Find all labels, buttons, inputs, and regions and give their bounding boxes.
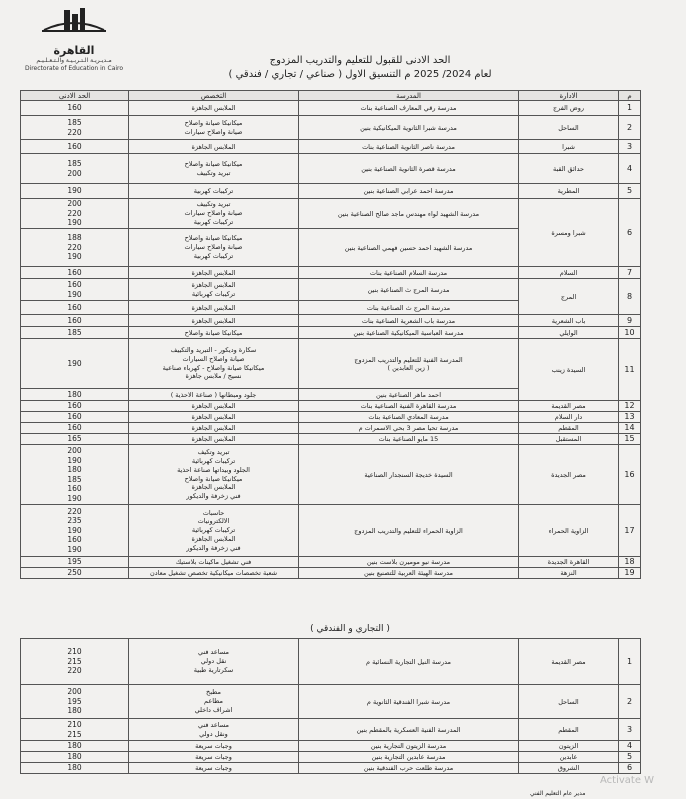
admin-cell: مصر القديمة [519,639,619,685]
score-cell: 180 [21,752,129,763]
school-cell: مدرسة عابدين التجارية بنين [299,752,519,763]
specialty-cell: الملابس الجاهزة [129,301,299,315]
row-number: 1 [619,101,641,116]
row-number: 5 [619,184,641,199]
admin-cell: عابدين [519,752,619,763]
directorate-logo [14,6,134,70]
school-cell: مدرسة النيل التجارية النسائية م [299,639,519,685]
score-cell: 220 235 190 160 190 [21,505,129,557]
admin-cell: المرج [519,279,619,315]
score-cell: 160 190 [21,279,129,301]
score-cell: 165 [21,434,129,445]
specialty-cell: مساعد فني ونقل دولي [129,719,299,741]
admin-cell: المقطم [519,719,619,741]
table-row [21,412,641,423]
table-row [21,423,641,434]
specialty-cell: الملابس الجاهزة [129,140,299,154]
school-cell: مدرسة طلعت حرب الفندقية بنين [299,763,519,774]
org-name-en: Directorate of Education in Cairo [24,65,124,72]
specialty-cell: تركيبات كهربية [129,184,299,199]
specialty-cell: الملابس الجاهزة [129,101,299,116]
col-header-specialty: التخصص [129,91,299,101]
specialty-cell: ميكانيكا صيانة واصلاح [129,327,299,339]
admin-cell: مصر الجديدة [519,445,619,505]
table-row [21,199,641,229]
score-cell: 180 [21,763,129,774]
specialty-cell: ميكانيكا صيانة واصلاح تبريد وتكييف [129,154,299,184]
row-number: 15 [619,434,641,445]
table-row [21,101,641,116]
section-title-commercial-hotel: ( التجاري و الفندقي ) [310,624,390,634]
school-cell: مدرسة المرج ث الصناعية بنين [299,279,519,301]
table-row [21,267,641,279]
school-cell: المدرسة الفنية العسكرية بالمقطم بنين [299,719,519,741]
school-cell: مدرسة احمد عرابي الصناعية بنين [299,184,519,199]
specialty-cell: الملابس الجاهزة [129,423,299,434]
row-number: 10 [619,327,641,339]
footer-signature: مدير عام التعليم الفني [530,790,586,797]
table-row [21,557,641,568]
admin-cell: شبرا ومسرة [519,199,619,267]
table-row [21,339,641,389]
table-row [21,154,641,184]
school-cell: مدرسة القاهرة الفنية الصناعية بنات [299,401,519,412]
table-row [21,445,641,505]
specialty-cell: سكارة وديكور - التبريد والتكييف صيانة واصلاح السيارات ميكانيكا صيانة واصلاح - كهرباء صناعية نسيج / ملابس جاهزة [129,339,299,389]
score-cell: 160 [21,301,129,315]
row-number: 19 [619,568,641,579]
specialty-cell: الملابس الجاهزة [129,412,299,423]
specialty-cell: وجبات سريعة [129,763,299,774]
table-row [21,279,641,301]
col-header-school: المدرسة [299,91,519,101]
document-subtitle: ( صناعي / تجاري / فندقي ) لعام 2024/ 2025 م التنسيق الاول [228,69,492,80]
school-cell: مدرسة شبرا الثانوية الميكانيكية بنين [299,116,519,140]
admin-cell: الوايلي [519,327,619,339]
row-number: 5 [619,752,641,763]
technical-admission-table [20,90,641,579]
org-name: مـديـريـة الـتـربـيـة والـتـعـلـيـم [36,57,112,64]
row-number: 1 [619,639,641,685]
school-cell: مدرسة باب الشعرية الصناعية بنات [299,315,519,327]
table-row [21,719,641,741]
row-number: 9 [619,315,641,327]
table-row [21,434,641,445]
score-cell: 160 [21,140,129,154]
score-cell: 190 [21,184,129,199]
school-cell: مدرسة الشهيد لواء مهندس ماجد صالح الصناعية بنين [299,199,519,229]
col-header-min-score: الحد الادنى [21,91,129,101]
logo-text: القاهرة [53,44,95,57]
admin-cell: باب الشعرية [519,315,619,327]
table-row [21,327,641,339]
school-cell: مدرسة الهيئة العربية للتصنيع بنين [299,568,519,579]
school-cell: مدرسة الزيتون التجارية بنين [299,741,519,752]
row-number: 12 [619,401,641,412]
row-number: 6 [619,199,641,267]
admin-cell: الساحل [519,685,619,719]
score-cell: 180 [21,389,129,401]
admin-cell: المطرية [519,184,619,199]
score-cell: 195 [21,557,129,568]
score-cell: 250 [21,568,129,579]
school-cell: مدرسة المعادي الصناعية بنات [299,412,519,423]
specialty-cell: ميكانيكا صيانة واصلاح صيانة واصلاح سيارات تركيبات كهربية [129,229,299,267]
admin-cell: مصر القديمة [519,401,619,412]
activation-watermark: Activate W [600,775,655,786]
table-row [21,184,641,199]
specialty-cell: وجبات سريعة [129,741,299,752]
score-cell: 200 195 180 [21,685,129,719]
row-number: 17 [619,505,641,557]
col-header-number: م [619,91,641,101]
specialty-cell: شعبة تخصصات ميكانيكية تخصص تشغيل معادن [129,568,299,579]
school-cell: السيدة خديجة السنجدار الصناعية [299,445,519,505]
specialty-cell: الملابس الجاهزة [129,267,299,279]
score-cell: 160 [21,101,129,116]
table-row [21,741,641,752]
score-cell: 160 [21,315,129,327]
school-cell: مدرسة الشهيد احمد حسين فهمي الصناعية بنين [299,229,519,267]
building-logo-icon [24,6,124,44]
row-number: 14 [619,423,641,434]
school-cell: احمد ماهر الصناعية بنين [299,389,519,401]
specialty-cell: فني تشغيل ماكينات بلاستيك [129,557,299,568]
col-header-admin: الادارة [519,91,619,101]
specialty-cell: تبريد وتكييف صيانة واصلاح سيارات تركيبات كهربية [129,199,299,229]
row-number: 4 [619,741,641,752]
document-header [150,54,570,82]
score-cell: 160 [21,423,129,434]
table-row [21,116,641,140]
school-cell: المدرسة الفنية للتعليم والتدريب المزدوج ( زين العابدين ) [299,339,519,389]
specialty-cell: الملابس الجاهزة تركيبات كهربائية [129,279,299,301]
score-cell: 160 [21,412,129,423]
row-number: 11 [619,339,641,401]
score-cell: 188 220 190 [21,229,129,267]
row-number: 7 [619,267,641,279]
table-row [21,315,641,327]
specialty-cell: مطبخ مطاعم اشراف داخلي [129,685,299,719]
school-cell: مدرسة نيو موميرن بلاست بنين [299,557,519,568]
score-cell: 160 [21,267,129,279]
admin-cell: السيدة زينب [519,339,619,401]
score-cell: 185 200 [21,154,129,184]
table-row [21,752,641,763]
table-row [21,639,641,685]
row-number: 13 [619,412,641,423]
specialty-cell: وجبات سريعة [129,752,299,763]
admin-cell: شبرا [519,140,619,154]
table-row [21,568,641,579]
row-number: 18 [619,557,641,568]
specialty-cell: تبريد وتكيف تركيبات كهربائية الجلود وبيداتها صناعة احذية ميكانيكا صيانة واصلاح الملابس الجاهزة فني زخرفة والديكور [129,445,299,505]
school-cell: مدرسة ناصر الثانوية الصناعية بنات [299,140,519,154]
row-number: 6 [619,763,641,774]
table-row [21,763,641,774]
score-cell: 185 220 [21,116,129,140]
score-cell: 190 [21,339,129,389]
row-number: 8 [619,279,641,315]
score-cell: 180 [21,741,129,752]
school-cell: مدرسة العباسية الميكانيكية الصناعية بنين [299,327,519,339]
score-cell: 200 190 180 185 160 190 [21,445,129,505]
score-cell: 210 215 220 [21,639,129,685]
school-cell: مدرسة رقي المعارف الصناعية بنات [299,101,519,116]
specialty-cell: الملابس الجاهزة [129,315,299,327]
commercial-hotel-table [20,638,641,774]
document-title: الحد الادنى للقبول للتعليم والتدريب المزدوج [269,55,451,66]
school-cell: مدرسة قصرة الثانوية الصناعية بنين [299,154,519,184]
admin-cell: الزاوية الحمراء [519,505,619,557]
school-cell: 15 مايو الصناعية بنات [299,434,519,445]
admin-cell: الشروق [519,763,619,774]
admin-cell: السلام [519,267,619,279]
table-row [21,140,641,154]
table-row [21,505,641,557]
admin-cell: حدائق القبة [519,154,619,184]
table-row [21,401,641,412]
admin-cell: الزيتون [519,741,619,752]
admin-cell: دار السلام [519,412,619,423]
admin-cell: المستقبل [519,434,619,445]
score-cell: 200 220 190 [21,199,129,229]
school-cell: مدرسة المرج ث الصناعية بنات [299,301,519,315]
table-row [21,685,641,719]
row-number: 2 [619,685,641,719]
specialty-cell: الملابس الجاهزة [129,434,299,445]
row-number: 2 [619,116,641,140]
admin-cell: النزهة [519,568,619,579]
row-number: 4 [619,154,641,184]
score-cell: 210 215 [21,719,129,741]
specialty-cell: حاسبات الالكترونيات تركيبات كهربائية الملابس الجاهزة فني زخرفة والديكور [129,505,299,557]
school-cell: مدرسة تحيا مصر 3 بحي الاسمرات م [299,423,519,434]
row-number: 3 [619,719,641,741]
specialty-cell: مساعد فني نقل دولي سكرتارية طبية [129,639,299,685]
specialty-cell: الملابس الجاهزة [129,401,299,412]
admin-cell: الساحل [519,116,619,140]
admin-cell: القاهرة الجديدة [519,557,619,568]
specialty-cell: ميكانيكا صيانة واصلاح صيانة واصلاح سيارات [129,116,299,140]
score-cell: 185 [21,327,129,339]
admin-cell: روض الفرج [519,101,619,116]
school-cell: مدرسة السلام الصناعية بنات [299,267,519,279]
score-cell: 160 [21,401,129,412]
admin-cell: المقطم [519,423,619,434]
row-number: 3 [619,140,641,154]
row-number: 16 [619,445,641,505]
specialty-cell: جلود ومبطانها ( صناعة الاحذية ) [129,389,299,401]
table-header-row [21,91,641,101]
school-cell: مدرسة شبرا الفندقية الثانوية م [299,685,519,719]
school-cell: الزاوية الحمراء للتعليم والتدريب المزدوج [299,505,519,557]
